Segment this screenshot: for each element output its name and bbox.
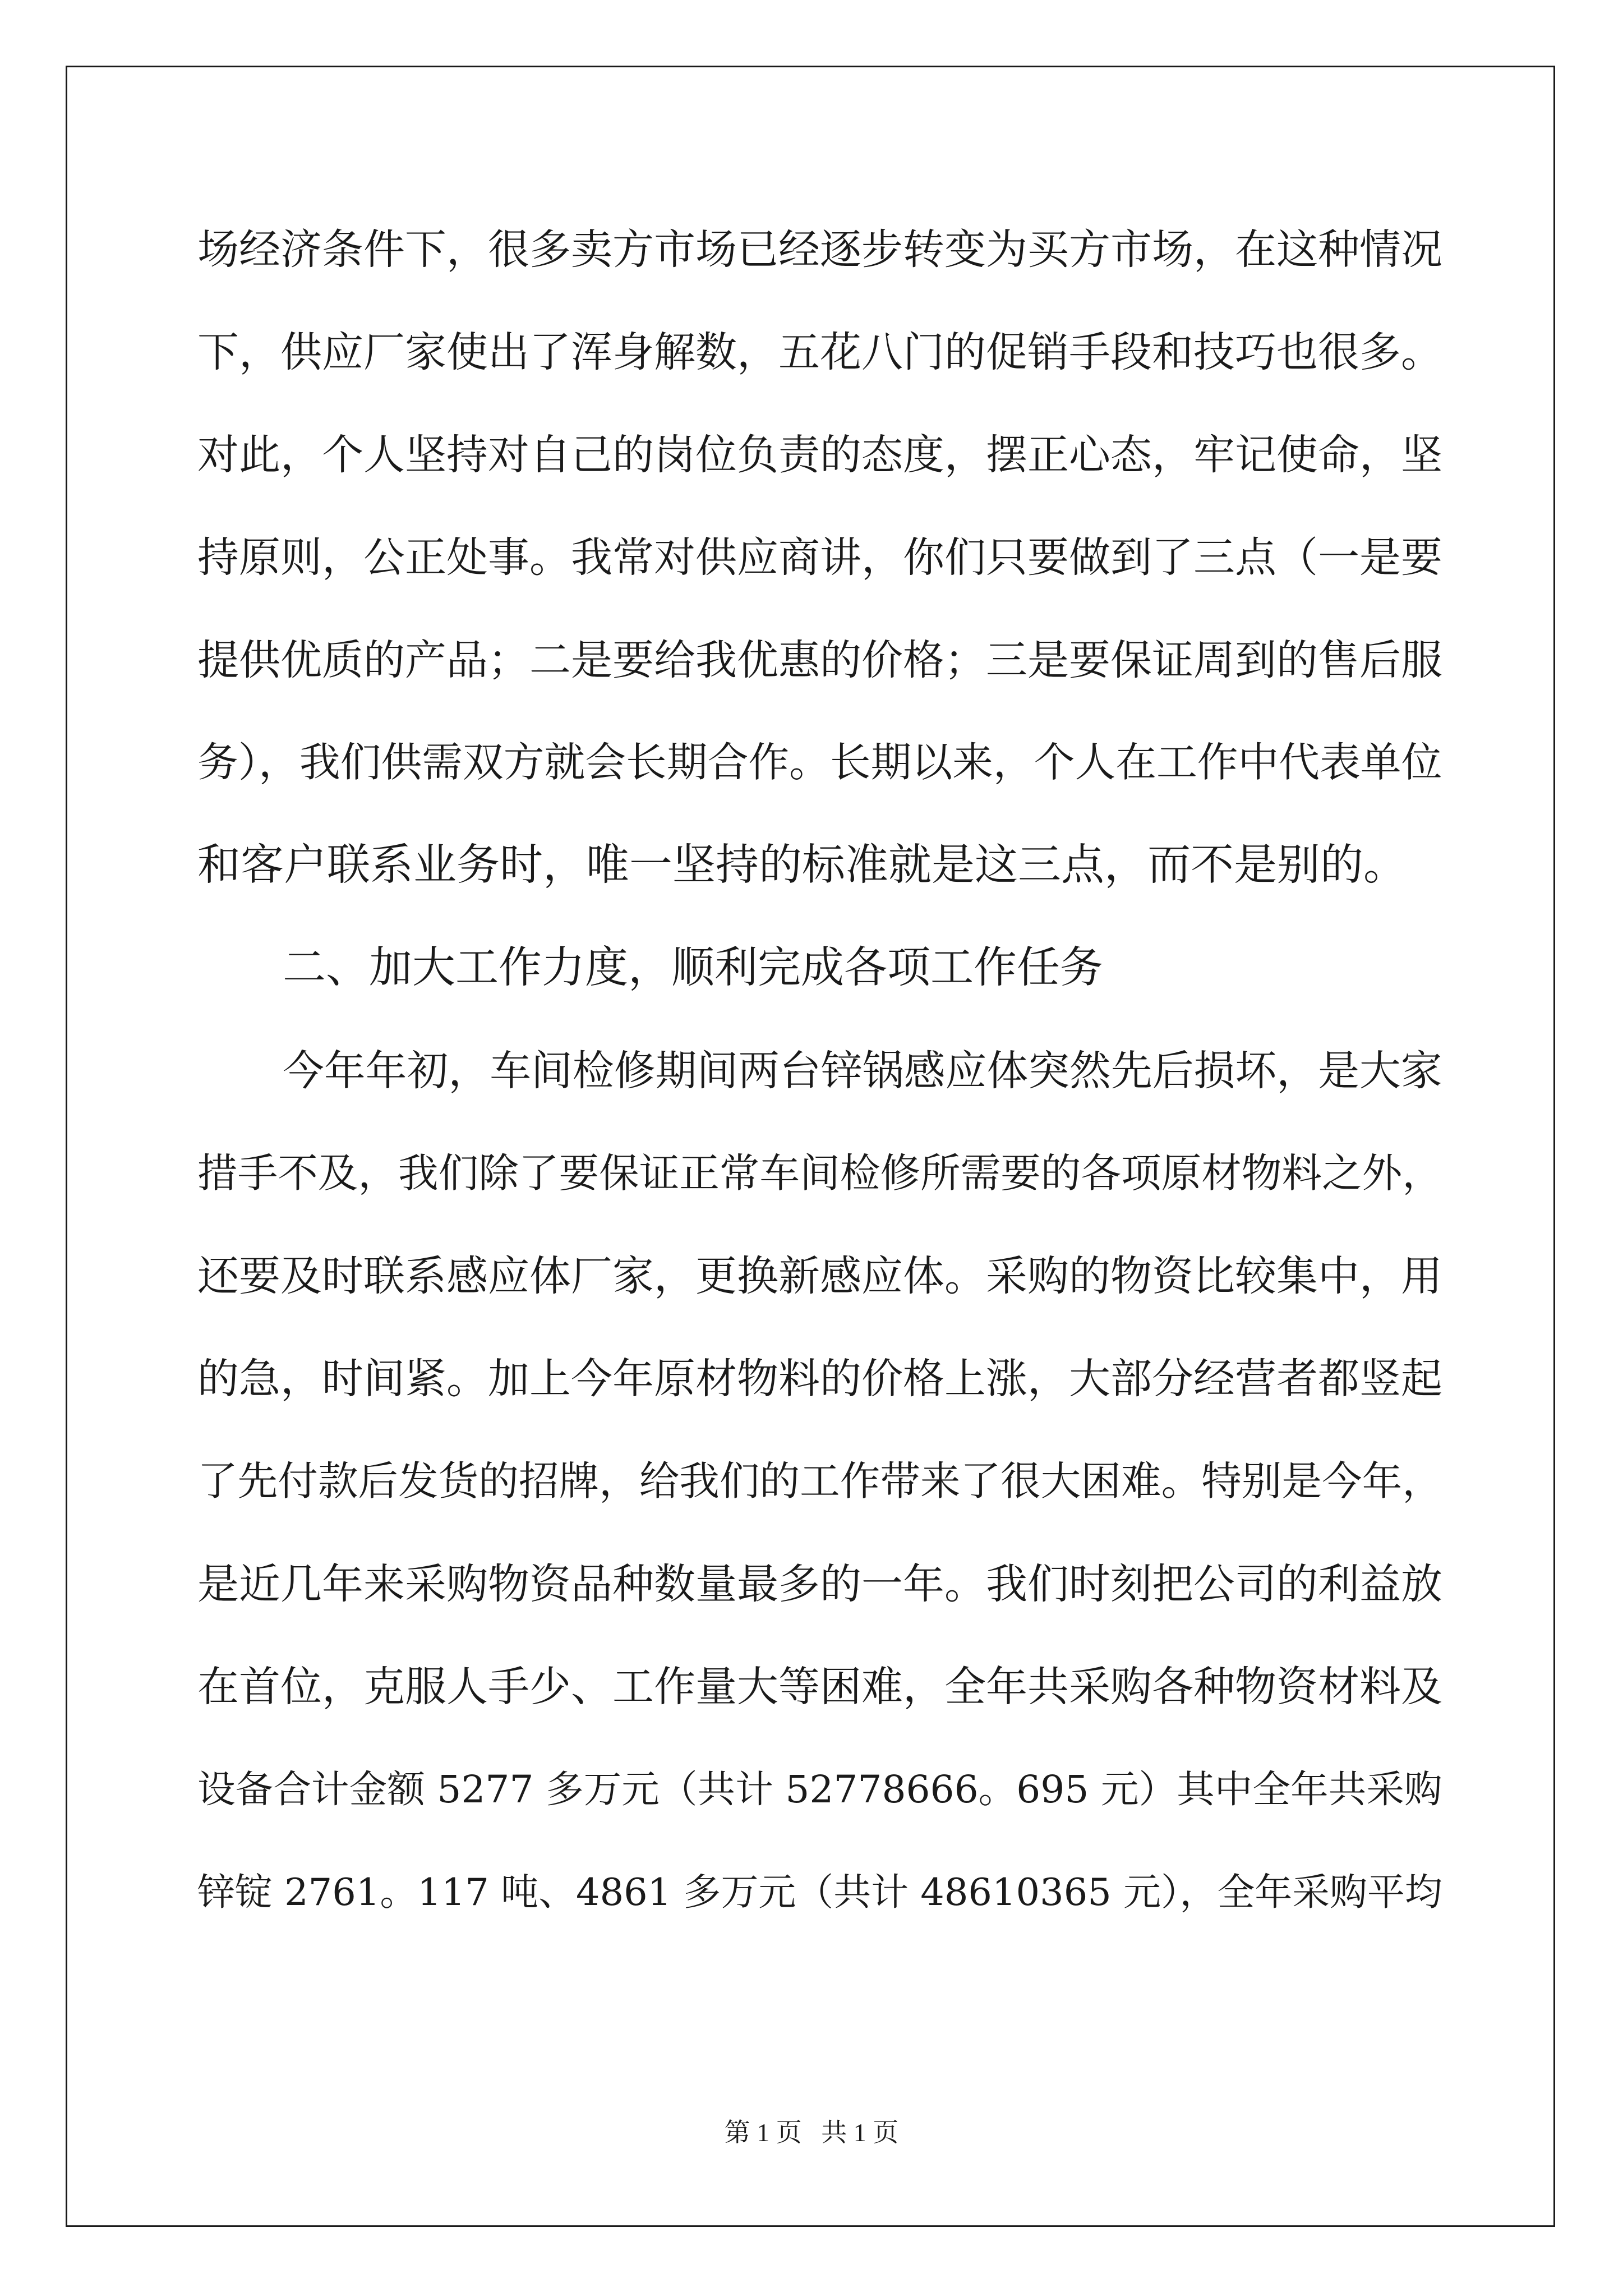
document-body <box>197 222 1442 1967</box>
paragraph-first-line: 今年年初，车间检修期间两台锌锅感应体突然先后损坏，是大家 <box>283 1047 1442 1095</box>
body-line: 在首位，克服人手少、工作量大等困难，全年共采购各种物资材料及 <box>197 1663 1442 1711</box>
page-total: 共 1 页 <box>821 2118 899 2147</box>
body-line: 了先付款后发货的招牌，给我们的工作带来了很大困难。特别是今年， <box>197 1458 1442 1504</box>
body-line: 对此，个人坚持对自己的岗位负责的态度，摆正心态，牢记使命，坚 <box>197 431 1442 479</box>
page-number: 第 1 页 <box>724 2118 802 2147</box>
body-line: 和客户联系业务时，唯一坚持的标准就是这三点，而不是别的。 <box>197 840 1407 890</box>
body-line: 提供优质的产品；二是要给我优惠的价格；三是要保证周到的售后服 <box>197 636 1442 684</box>
body-line: 务），我们供需双方就会长期合作。长期以来，个人在工作中代表单位 <box>197 739 1442 786</box>
body-line: 是近几年来采购物资品种数量最多的一年。我们时刻把公司的利益放 <box>197 1560 1442 1608</box>
page-footer <box>0 2116 1623 2150</box>
body-line: 下，供应厂家使出了浑身解数，五花八门的促销手段和技巧也很多。 <box>197 328 1442 376</box>
body-line: 设备合计金额 5277 多万元（共计 52778666。695 元）其中全年共采购 <box>197 1767 1442 1811</box>
body-line: 还要及时联系感应体厂家，更换新感应体。采购的物资比较集中，用 <box>197 1252 1442 1300</box>
body-line: 锌锭 2761。117 吨、4861 多万元（共计 48610365 元），全年采购平均 <box>197 1870 1442 1914</box>
body-line: 的急，时间紧。加上今年原材物料的价格上涨，大部分经营者都竖起 <box>197 1355 1442 1403</box>
body-line: 措手不及，我们除了要保证正常车间检修所需要的各项原材物料之外， <box>197 1150 1442 1197</box>
body-line: 场经济条件下，很多卖方市场已经逐步转变为买方市场，在这种情况 <box>197 226 1442 274</box>
section-heading: 二、加大工作力度，顺利完成各项工作任务 <box>283 943 1103 993</box>
body-line: 持原则，公正处事。我常对供应商讲，你们只要做到了三点（一是要 <box>197 533 1442 582</box>
